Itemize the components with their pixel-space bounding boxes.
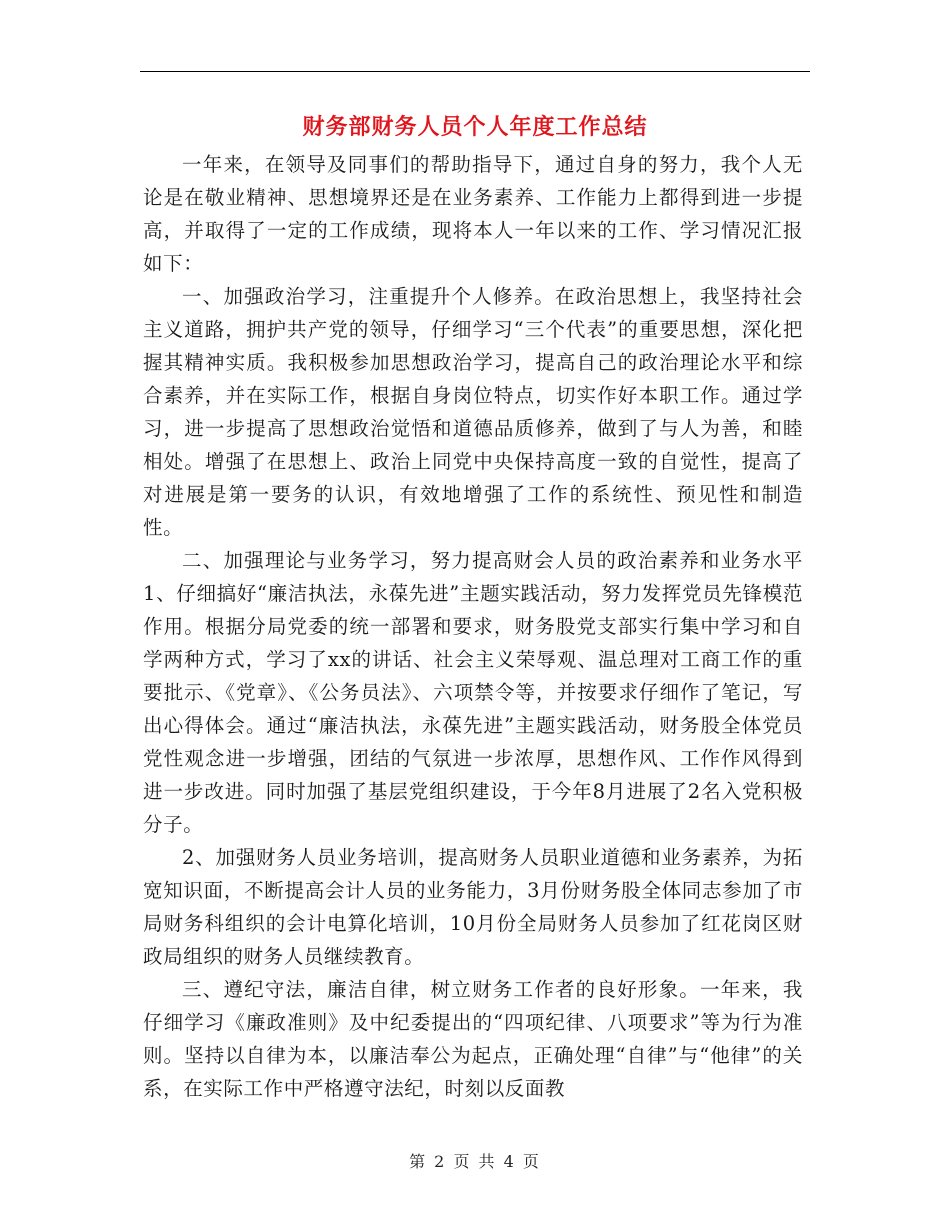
- document-title: 财务部财务人员个人年度工作总结: [302, 115, 648, 140]
- header-rule: [140, 71, 810, 72]
- section-two-paragraph: 二、加强理论与业务学习，努力提高财会人员的政治素养和业务水平1、仔细搞好“廉洁执法，永葆先进”主题实践活动，努力发挥党员先锋模范作用。根据分局党委的统一部署和要求，财务股党支部实行集中学习和自学两种方式，学习了xx的讲话、社会主义荣辱观、温总理对工商工作的重要批示、《党章》、《公务员法》、六项禁令等，并按要求仔细作了笔记，写出心得体会。通过“廉洁执法，永葆先进”主题实践活动，财务股全体党员党性观念进一步增强，团结的气氛进一步浓厚，思想作风、工作作风得到进一步改进。同时加强了基层党组织建设，于今年8月进展了2名入党积极分子。: [143, 549, 803, 836]
- section-two-item-two-paragraph: 2、加强财务人员业务培训，提高财务人员职业道德和业务素养，为拓宽知识面，不断提高会计人员的业务能力，3月份财务股全体同志参加了市局财务科组织的会计电算化培训，10月份全局财务人员参加了红花岗区财政局组织的财务人员继续教育。: [143, 846, 803, 968]
- section-one-paragraph: 一、加强政治学习，注重提升个人修养。在政治思想上，我坚持社会主义道路，拥护共产党的领导，仔细学习“三个代表”的重要思想，深化把握其精神实质。我积极参加思想政治学习，提高自己的政治理论水平和综合素养，并在实际工作，根据自身岗位特点，切实作好本职工作。通过学习，进一步提高了思想政治觉悟和道德品质修养，做到了与人为善，和睦相处。增强了在思想上、政治上同党中央保持高度一致的自觉性，提高了对进展是第一要务的认识，有效地增强了工作的系统性、预见性和制造性。: [143, 285, 803, 539]
- intro-paragraph: 一年来，在领导及同事们的帮助指导下，通过自身的努力，我个人无论是在敬业精神、思想境界还是在业务素养、工作能力上都得到进一步提高，并取得了一定的工作成绩，现将本人一年以来的工作、学习情况汇报如下：: [143, 153, 803, 275]
- page-number-footer: 第 2 页 共 4 页: [409, 1152, 541, 1171]
- section-three-paragraph: 三、遵纪守法，廉洁自律，树立财务工作者的良好形象。一年来，我仔细学习《廉政准则》及中纪委提出的“四项纪律、八项要求”等为行为准则。坚持以自律为本，以廉洁奉公为起点，正确处理“自律”与“他律”的关系，在实际工作中严格遵守法纪，时刻以反面教: [143, 978, 803, 1100]
- document-body: [143, 148, 803, 1105]
